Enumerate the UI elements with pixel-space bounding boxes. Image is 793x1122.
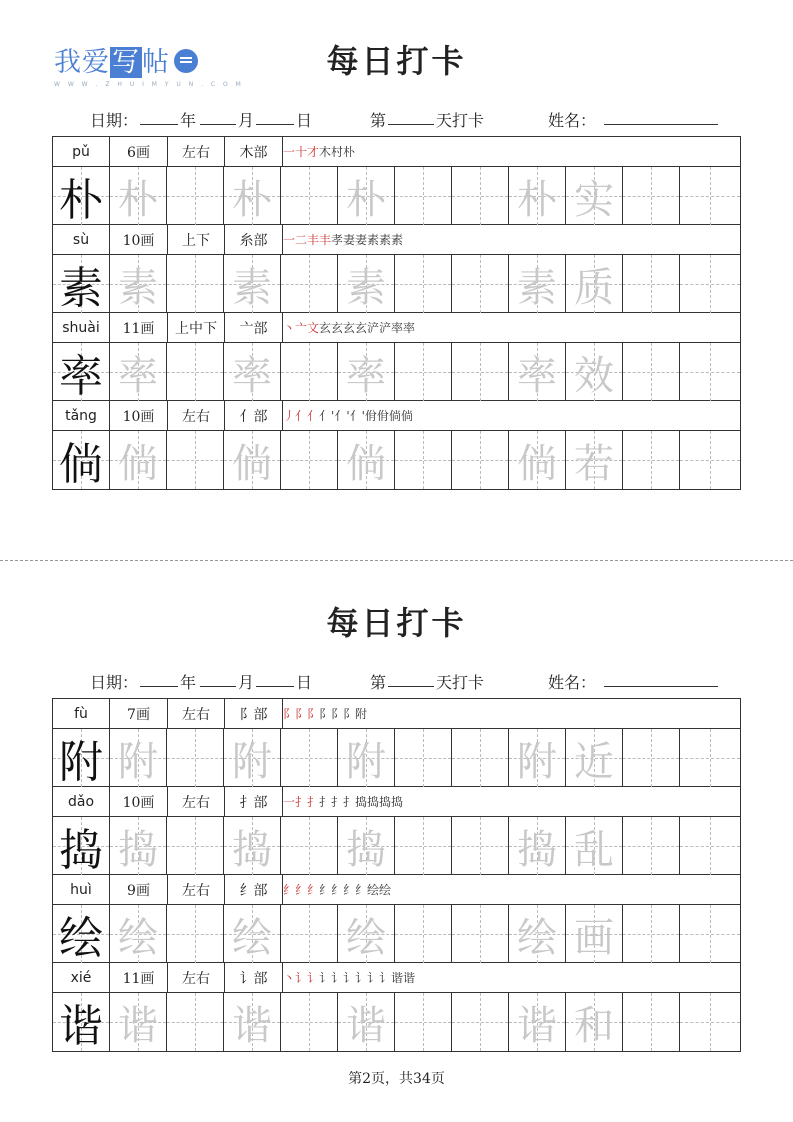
stroke-order-rest: 阝阝阝附 bbox=[319, 707, 368, 721]
stroke-order bbox=[283, 875, 391, 904]
trace-char-box bbox=[566, 255, 623, 313]
char-info-row bbox=[53, 699, 740, 729]
model-char-box bbox=[53, 817, 110, 875]
trace-char-box bbox=[338, 255, 395, 313]
practice-char: 谐 bbox=[517, 1002, 557, 1049]
trace-char-box bbox=[224, 343, 281, 401]
trace-char-box bbox=[566, 905, 623, 963]
practice-char: 率 bbox=[232, 352, 272, 399]
trace-char-box bbox=[110, 817, 167, 875]
practice-char: 朴 bbox=[346, 176, 386, 223]
practice-char: 倘 bbox=[517, 440, 557, 487]
practice-char: 率 bbox=[118, 352, 158, 399]
practice-char: 素 bbox=[118, 264, 158, 311]
blank-practice-box[interactable] bbox=[680, 255, 740, 313]
stroke-order bbox=[283, 699, 367, 728]
practice-char: 捣 bbox=[232, 826, 272, 873]
writing-row bbox=[53, 993, 740, 1051]
word-char: 乱 bbox=[574, 826, 614, 873]
checkin-label: 天打卡 bbox=[436, 111, 485, 130]
blank-practice-box[interactable] bbox=[623, 993, 680, 1051]
month-label: 月 bbox=[238, 111, 255, 130]
trace-char-box bbox=[509, 431, 566, 489]
word-char: 效 bbox=[574, 352, 614, 399]
checkin-label: 天打卡 bbox=[436, 673, 485, 692]
structure-cell: 上中下 bbox=[168, 313, 225, 342]
trace-char-box bbox=[110, 255, 167, 313]
blank-practice-box[interactable] bbox=[452, 431, 509, 489]
blank-practice-box[interactable] bbox=[680, 993, 740, 1051]
practice-char: 谐 bbox=[118, 1002, 158, 1049]
practice-char: 朴 bbox=[118, 176, 158, 223]
blank-practice-box[interactable] bbox=[395, 343, 452, 401]
word-char: 近 bbox=[574, 738, 614, 785]
writing-row bbox=[53, 343, 740, 401]
stroke-order-rest: 纟纟纟纟绘绘 bbox=[319, 883, 392, 897]
practice-sheet bbox=[52, 136, 741, 490]
practice-char: 捣 bbox=[59, 825, 103, 876]
stroke-order-rest: 扌扌扌捣捣捣捣 bbox=[319, 795, 404, 809]
blank-practice-box[interactable] bbox=[452, 729, 509, 787]
blank-practice-box[interactable] bbox=[167, 343, 224, 401]
stroke-order-highlight: 丶讠讠 bbox=[283, 971, 320, 985]
stroke-order bbox=[283, 225, 403, 254]
trace-char-box bbox=[509, 343, 566, 401]
practice-char: 朴 bbox=[232, 176, 272, 223]
blank-practice-box[interactable] bbox=[281, 729, 338, 787]
word-char: 实 bbox=[574, 176, 614, 223]
blank-practice-box[interactable] bbox=[395, 167, 452, 225]
month-blank[interactable] bbox=[200, 672, 236, 687]
blank-practice-box[interactable] bbox=[167, 167, 224, 225]
blank-practice-box[interactable] bbox=[167, 255, 224, 313]
stroke-order-rest: 孝妻妻素素素 bbox=[331, 233, 404, 247]
model-char-box bbox=[53, 729, 110, 787]
stroke-order-highlight: 丶亠文 bbox=[283, 321, 320, 335]
stroke-order bbox=[283, 963, 415, 992]
writing-row bbox=[53, 431, 740, 489]
stroke-order-highlight: 一十才 bbox=[283, 145, 320, 159]
char-info-row bbox=[53, 787, 740, 817]
blank-practice-box[interactable] bbox=[281, 993, 338, 1051]
blank-practice-box[interactable] bbox=[281, 255, 338, 313]
blank-practice-box[interactable] bbox=[623, 817, 680, 875]
blank-practice-box[interactable] bbox=[395, 993, 452, 1051]
practice-char: 谐 bbox=[59, 1001, 103, 1052]
strokes-cell: 10画 bbox=[110, 401, 168, 430]
stroke-order bbox=[283, 137, 355, 166]
blank-practice-box[interactable] bbox=[680, 167, 740, 225]
radical-cell: 亠部 bbox=[225, 313, 283, 342]
stroke-order-highlight: 一扌扌 bbox=[283, 795, 320, 809]
trace-char-box bbox=[338, 167, 395, 225]
practice-char: 附 bbox=[118, 738, 158, 785]
nth-label: 第 bbox=[370, 673, 387, 692]
practice-char: 倘 bbox=[346, 440, 386, 487]
word-char: 质 bbox=[574, 264, 614, 311]
practice-char: 素 bbox=[346, 264, 386, 311]
blank-practice-box[interactable] bbox=[452, 905, 509, 963]
page-title: 每日打卡 bbox=[326, 604, 467, 642]
trace-char-box bbox=[338, 905, 395, 963]
blank-practice-box[interactable] bbox=[452, 817, 509, 875]
practice-char: 倘 bbox=[59, 439, 103, 490]
radical-cell: 糸部 bbox=[225, 225, 283, 254]
day-label: 日 bbox=[296, 111, 313, 130]
page-footer: 第2页，共34页 bbox=[348, 1071, 445, 1087]
trace-char-box bbox=[338, 343, 395, 401]
blank-practice-box[interactable] bbox=[167, 431, 224, 489]
pinyin-cell: sù bbox=[53, 225, 110, 254]
stroke-order-highlight: 丿亻亻 bbox=[283, 409, 320, 423]
blank-practice-box[interactable] bbox=[281, 817, 338, 875]
stroke-order-rest: 木村朴 bbox=[319, 145, 356, 159]
practice-char: 绘 bbox=[517, 914, 557, 961]
blank-practice-box[interactable] bbox=[281, 167, 338, 225]
month-blank[interactable] bbox=[200, 110, 236, 125]
practice-char: 朴 bbox=[517, 176, 557, 223]
pinyin-cell: xié bbox=[53, 963, 110, 992]
pinyin-cell: dǎo bbox=[53, 787, 110, 816]
name-label: 姓名： bbox=[548, 673, 597, 692]
practice-char: 素 bbox=[59, 263, 103, 314]
blank-practice-box[interactable] bbox=[395, 255, 452, 313]
blank-practice-box[interactable] bbox=[395, 817, 452, 875]
trace-char-box bbox=[224, 431, 281, 489]
blank-practice-box[interactable] bbox=[623, 729, 680, 787]
trace-char-box bbox=[110, 167, 167, 225]
model-char-box bbox=[53, 905, 110, 963]
stroke-order-highlight: 一二丰丰 bbox=[283, 233, 332, 247]
blank-practice-box[interactable] bbox=[623, 255, 680, 313]
practice-char: 捣 bbox=[118, 826, 158, 873]
day-label: 日 bbox=[296, 673, 313, 692]
blank-practice-box[interactable] bbox=[167, 905, 224, 963]
practice-char: 捣 bbox=[346, 826, 386, 873]
year-label: 年 bbox=[180, 111, 197, 130]
radical-cell: 扌部 bbox=[225, 787, 283, 816]
structure-cell: 左右 bbox=[168, 137, 225, 166]
word-char: 和 bbox=[574, 1002, 614, 1049]
trace-char-box bbox=[509, 729, 566, 787]
blank-practice-box[interactable] bbox=[452, 993, 509, 1051]
blank-practice-box[interactable] bbox=[623, 431, 680, 489]
trace-char-box bbox=[509, 255, 566, 313]
trace-char-box bbox=[509, 167, 566, 225]
practice-char: 率 bbox=[517, 352, 557, 399]
trace-char-box bbox=[566, 343, 623, 401]
blank-practice-box[interactable] bbox=[167, 729, 224, 787]
trace-char-box bbox=[566, 431, 623, 489]
trace-char-box bbox=[224, 817, 281, 875]
blank-practice-box[interactable] bbox=[680, 431, 740, 489]
trace-char-box bbox=[224, 993, 281, 1051]
strokes-cell: 6画 bbox=[110, 137, 168, 166]
stroke-order-highlight: 阝阝阝 bbox=[283, 707, 320, 721]
blank-practice-box[interactable] bbox=[452, 255, 509, 313]
blank-practice-box[interactable] bbox=[680, 905, 740, 963]
stroke-order-rest: 亻'亻'亻'佾佾倘倘 bbox=[319, 409, 413, 423]
blank-practice-box[interactable] bbox=[680, 817, 740, 875]
trace-char-box bbox=[566, 167, 623, 225]
practice-char: 素 bbox=[517, 264, 557, 311]
blank-practice-box[interactable] bbox=[395, 431, 452, 489]
practice-char: 绘 bbox=[346, 914, 386, 961]
structure-cell: 左右 bbox=[168, 963, 225, 992]
year-blank[interactable] bbox=[140, 110, 178, 125]
page-divider bbox=[0, 560, 793, 561]
trace-char-box bbox=[509, 905, 566, 963]
char-info-row bbox=[53, 313, 740, 343]
logo-text-2: 帖 bbox=[142, 47, 170, 78]
logo-url: W W W . Z H U I M Y U N . C O M bbox=[54, 81, 244, 88]
name-label: 姓名： bbox=[548, 111, 597, 130]
pinyin-cell: huì bbox=[53, 875, 110, 904]
trace-char-box bbox=[224, 167, 281, 225]
structure-cell: 上下 bbox=[168, 225, 225, 254]
practice-char: 附 bbox=[346, 738, 386, 785]
writing-row bbox=[53, 905, 740, 963]
blank-practice-box[interactable] bbox=[623, 905, 680, 963]
stroke-order-rest: 讠讠讠讠讠讠谐谐 bbox=[319, 971, 416, 985]
trace-char-box bbox=[224, 255, 281, 313]
name-blank[interactable] bbox=[604, 110, 718, 125]
practice-char: 绘 bbox=[118, 914, 158, 961]
nth-label: 第 bbox=[370, 111, 387, 130]
strokes-cell: 11画 bbox=[110, 963, 168, 992]
blank-practice-box[interactable] bbox=[281, 431, 338, 489]
writing-row bbox=[53, 729, 740, 787]
blank-practice-box[interactable] bbox=[623, 167, 680, 225]
day-blank[interactable] bbox=[256, 672, 294, 687]
date-label: 日期： bbox=[90, 673, 139, 692]
blank-practice-box[interactable] bbox=[395, 905, 452, 963]
practice-char: 附 bbox=[59, 737, 103, 788]
radical-cell: 亻部 bbox=[225, 401, 283, 430]
blank-practice-box[interactable] bbox=[281, 343, 338, 401]
year-blank[interactable] bbox=[140, 672, 178, 687]
logo-highlight: 写 bbox=[112, 47, 140, 78]
radical-cell: 木部 bbox=[225, 137, 283, 166]
blank-practice-box[interactable] bbox=[680, 729, 740, 787]
practice-char: 绘 bbox=[232, 914, 272, 961]
pinyin-cell: pǔ bbox=[53, 137, 110, 166]
radical-cell: 讠部 bbox=[225, 963, 283, 992]
trace-char-box bbox=[509, 817, 566, 875]
practice-char: 率 bbox=[59, 351, 103, 402]
model-char-box bbox=[53, 167, 110, 225]
practice-char: 倘 bbox=[232, 440, 272, 487]
pinyin-cell: tǎng bbox=[53, 401, 110, 430]
model-char-box bbox=[53, 255, 110, 313]
logo-text: 我爱 bbox=[54, 47, 110, 78]
nth-blank[interactable] bbox=[388, 110, 434, 125]
stroke-order-highlight: 纟纟纟 bbox=[283, 883, 320, 897]
practice-char: 附 bbox=[232, 738, 272, 785]
trace-char-box bbox=[110, 729, 167, 787]
structure-cell: 左右 bbox=[168, 787, 225, 816]
practice-char: 率 bbox=[346, 352, 386, 399]
practice-char: 倘 bbox=[118, 440, 158, 487]
trace-char-box bbox=[338, 431, 395, 489]
structure-cell: 左右 bbox=[168, 699, 225, 728]
trace-char-box bbox=[110, 431, 167, 489]
strokes-cell: 11画 bbox=[110, 313, 168, 342]
char-info-row bbox=[53, 225, 740, 255]
stroke-order bbox=[283, 787, 403, 816]
day-blank[interactable] bbox=[256, 110, 294, 125]
strokes-cell: 10画 bbox=[110, 787, 168, 816]
trace-char-box bbox=[566, 993, 623, 1051]
page-title: 每日打卡 bbox=[326, 42, 467, 80]
trace-char-box bbox=[338, 993, 395, 1051]
pinyin-cell: shuài bbox=[53, 313, 110, 342]
practice-sheet bbox=[52, 698, 741, 1052]
practice-char: 捣 bbox=[517, 826, 557, 873]
practice-char: 谐 bbox=[232, 1002, 272, 1049]
date-label: 日期： bbox=[90, 111, 139, 130]
trace-char-box bbox=[338, 817, 395, 875]
trace-char-box bbox=[224, 905, 281, 963]
char-info-row bbox=[53, 137, 740, 167]
trace-char-box bbox=[509, 993, 566, 1051]
strokes-cell: 9画 bbox=[110, 875, 168, 904]
radical-cell: 纟部 bbox=[225, 875, 283, 904]
blank-practice-box[interactable] bbox=[281, 905, 338, 963]
blank-practice-box[interactable] bbox=[167, 817, 224, 875]
nth-blank[interactable] bbox=[388, 672, 434, 687]
char-info-row bbox=[53, 875, 740, 905]
strokes-cell: 7画 bbox=[110, 699, 168, 728]
trace-char-box bbox=[110, 993, 167, 1051]
blank-practice-box[interactable] bbox=[680, 343, 740, 401]
blank-practice-box[interactable] bbox=[623, 343, 680, 401]
writing-row bbox=[53, 167, 740, 225]
word-char: 若 bbox=[574, 440, 614, 487]
practice-char: 谐 bbox=[346, 1002, 386, 1049]
pinyin-cell: fù bbox=[53, 699, 110, 728]
word-char: 画 bbox=[574, 914, 614, 961]
stroke-order bbox=[283, 313, 415, 342]
trace-char-box bbox=[338, 729, 395, 787]
structure-cell: 左右 bbox=[168, 401, 225, 430]
blank-practice-box[interactable] bbox=[452, 343, 509, 401]
month-label: 月 bbox=[238, 673, 255, 692]
practice-char: 朴 bbox=[59, 175, 103, 226]
stroke-order-rest: 玄玄玄玄浐浐率率 bbox=[319, 321, 416, 335]
writing-row bbox=[53, 817, 740, 875]
trace-char-box bbox=[566, 817, 623, 875]
model-char-box bbox=[53, 343, 110, 401]
char-info-row bbox=[53, 963, 740, 993]
practice-char: 绘 bbox=[59, 913, 103, 964]
writing-row bbox=[53, 255, 740, 313]
trace-char-box bbox=[566, 729, 623, 787]
blank-practice-box[interactable] bbox=[395, 729, 452, 787]
blank-practice-box[interactable] bbox=[167, 993, 224, 1051]
structure-cell: 左右 bbox=[168, 875, 225, 904]
practice-char: 素 bbox=[232, 264, 272, 311]
model-char-box bbox=[53, 993, 110, 1051]
trace-char-box bbox=[110, 905, 167, 963]
radical-cell: 阝部 bbox=[225, 699, 283, 728]
strokes-cell: 10画 bbox=[110, 225, 168, 254]
char-info-row bbox=[53, 401, 740, 431]
year-label: 年 bbox=[180, 673, 197, 692]
model-char-box bbox=[53, 431, 110, 489]
name-blank[interactable] bbox=[604, 672, 718, 687]
stroke-order bbox=[283, 401, 413, 430]
blank-practice-box[interactable] bbox=[452, 167, 509, 225]
trace-char-box bbox=[110, 343, 167, 401]
trace-char-box bbox=[224, 729, 281, 787]
practice-char: 附 bbox=[517, 738, 557, 785]
